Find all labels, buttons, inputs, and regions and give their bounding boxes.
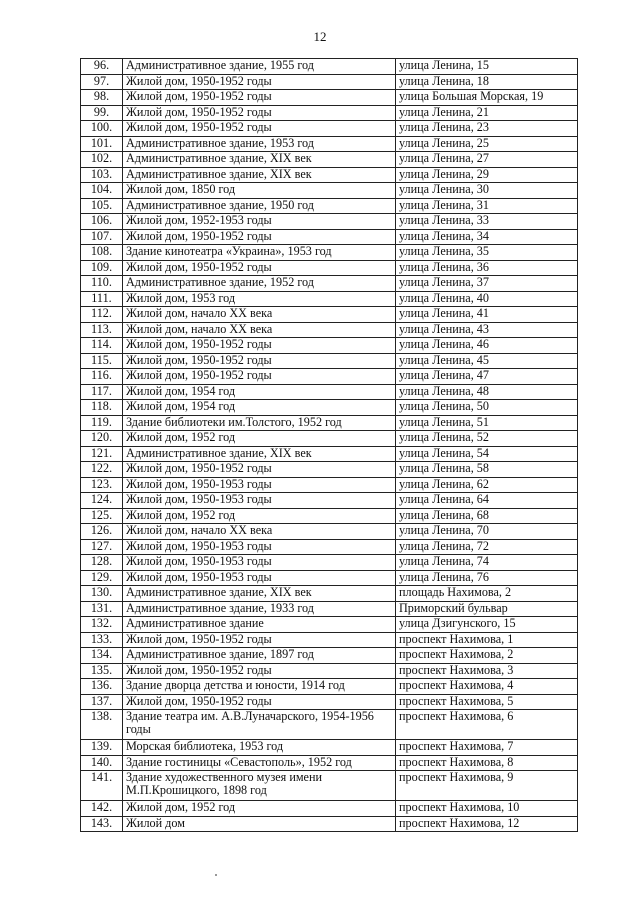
table-row	[81, 555, 578, 571]
table-row	[81, 415, 578, 431]
row-number-cell: 126.	[81, 524, 123, 540]
object-name-cell: Административное здание	[123, 617, 396, 633]
table-row	[81, 105, 578, 121]
row-number-cell: 99.	[81, 105, 123, 121]
row-number-cell: 135.	[81, 663, 123, 679]
row-number-cell: 140.	[81, 755, 123, 771]
address-cell: проспект Нахимова, 1	[396, 632, 578, 648]
object-name-cell: Жилой дом, 1950-1952 годы	[123, 462, 396, 478]
object-name-cell: Жилой дом, 1952 год	[123, 801, 396, 817]
row-number-cell: 105.	[81, 198, 123, 214]
object-name-cell: Жилой дом, 1954 год	[123, 400, 396, 416]
address-cell: улица Ленина, 52	[396, 431, 578, 447]
address-cell: улица Ленина, 21	[396, 105, 578, 121]
table-row	[81, 493, 578, 509]
object-name-cell: Жилой дом, 1952-1953 годы	[123, 214, 396, 230]
address-cell: улица Ленина, 35	[396, 245, 578, 261]
row-number-cell: 113.	[81, 322, 123, 338]
table-row	[81, 291, 578, 307]
table-row	[81, 648, 578, 664]
row-number-cell: 103.	[81, 167, 123, 183]
monuments-table	[80, 58, 578, 832]
address-cell: улица Дзигунского, 15	[396, 617, 578, 633]
address-cell: улица Ленина, 34	[396, 229, 578, 245]
address-cell: улица Ленина, 64	[396, 493, 578, 509]
row-number-cell: 102.	[81, 152, 123, 168]
row-number-cell: 118.	[81, 400, 123, 416]
object-name-cell: Административное здание, 1955 год	[123, 59, 396, 75]
object-name-cell: Административное здание, XIX век	[123, 152, 396, 168]
object-name-cell: Здание дворца детства и юности, 1914 год	[123, 679, 396, 695]
row-number-cell: 120.	[81, 431, 123, 447]
table-row	[81, 152, 578, 168]
table-row	[81, 508, 578, 524]
object-name-cell: Жилой дом, начало XX века	[123, 322, 396, 338]
table-row	[81, 307, 578, 323]
object-name-cell: Здание гостиницы «Севастополь», 1952 год	[123, 755, 396, 771]
row-number-cell: 100.	[81, 121, 123, 137]
table-row	[81, 198, 578, 214]
row-number-cell: 142.	[81, 801, 123, 817]
table-row	[81, 601, 578, 617]
object-name-cell: Жилой дом, 1950-1952 годы	[123, 260, 396, 276]
address-cell: улица Ленина, 37	[396, 276, 578, 292]
address-cell: проспект Нахимова, 10	[396, 801, 578, 817]
object-name-cell: Жилой дом, 1950-1952 годы	[123, 632, 396, 648]
table-row	[81, 816, 578, 832]
object-name-cell: Здание художественного музея имени М.П.Крошицкого, 1898 год	[123, 771, 396, 801]
object-name-cell: Административное здание, XIX век	[123, 167, 396, 183]
row-number-cell: 132.	[81, 617, 123, 633]
table-row	[81, 183, 578, 199]
table-row	[81, 59, 578, 75]
object-name-cell: Здание кинотеатра «Украина», 1953 год	[123, 245, 396, 261]
object-name-cell: Административное здание, XIX век	[123, 586, 396, 602]
address-cell: улица Ленина, 58	[396, 462, 578, 478]
row-number-cell: 138.	[81, 710, 123, 740]
object-name-cell: Жилой дом, 1950-1953 годы	[123, 539, 396, 555]
row-number-cell: 97.	[81, 74, 123, 90]
address-cell: улица Ленина, 76	[396, 570, 578, 586]
address-cell: улица Ленина, 18	[396, 74, 578, 90]
row-number-cell: 143.	[81, 816, 123, 832]
address-cell: улица Ленина, 40	[396, 291, 578, 307]
object-name-cell: Административное здание, 1952 год	[123, 276, 396, 292]
row-number-cell: 127.	[81, 539, 123, 555]
object-name-cell: Здание библиотеки им.Толстого, 1952 год	[123, 415, 396, 431]
row-number-cell: 104.	[81, 183, 123, 199]
object-name-cell: Жилой дом, 1952 год	[123, 508, 396, 524]
address-cell: улица Ленина, 74	[396, 555, 578, 571]
row-number-cell: 141.	[81, 771, 123, 801]
row-number-cell: 101.	[81, 136, 123, 152]
address-cell: улица Ленина, 30	[396, 183, 578, 199]
table-row	[81, 245, 578, 261]
address-cell: улица Ленина, 46	[396, 338, 578, 354]
table-row	[81, 90, 578, 106]
object-name-cell: Жилой дом, 1950-1953 годы	[123, 493, 396, 509]
table-row	[81, 121, 578, 137]
address-cell: улица Ленина, 51	[396, 415, 578, 431]
row-number-cell: 122.	[81, 462, 123, 478]
table-row	[81, 617, 578, 633]
address-cell: площадь Нахимова, 2	[396, 586, 578, 602]
object-name-cell: Жилой дом, 1950-1953 годы	[123, 570, 396, 586]
row-number-cell: 98.	[81, 90, 123, 106]
address-cell: улица Ленина, 31	[396, 198, 578, 214]
object-name-cell: Административное здание, 1933 год	[123, 601, 396, 617]
table-row	[81, 167, 578, 183]
row-number-cell: 108.	[81, 245, 123, 261]
table-row	[81, 322, 578, 338]
address-cell: улица Ленина, 47	[396, 369, 578, 385]
row-number-cell: 109.	[81, 260, 123, 276]
row-number-cell: 137.	[81, 694, 123, 710]
table-row	[81, 214, 578, 230]
table-row	[81, 477, 578, 493]
table-row	[81, 353, 578, 369]
object-name-cell: Жилой дом, 1950-1952 годы	[123, 121, 396, 137]
object-name-cell: Жилой дом, начало XX века	[123, 524, 396, 540]
table-row	[81, 539, 578, 555]
row-number-cell: 139.	[81, 740, 123, 756]
object-name-cell: Жилой дом, 1950-1953 годы	[123, 555, 396, 571]
scan-speck	[215, 874, 217, 876]
row-number-cell: 111.	[81, 291, 123, 307]
object-name-cell: Жилой дом, 1950-1952 годы	[123, 663, 396, 679]
address-cell: улица Ленина, 72	[396, 539, 578, 555]
row-number-cell: 116.	[81, 369, 123, 385]
address-cell: улица Ленина, 29	[396, 167, 578, 183]
object-name-cell: Административное здание, 1897 год	[123, 648, 396, 664]
row-number-cell: 117.	[81, 384, 123, 400]
row-number-cell: 129.	[81, 570, 123, 586]
table-row	[81, 74, 578, 90]
table-row	[81, 740, 578, 756]
table-row	[81, 462, 578, 478]
address-cell: проспект Нахимова, 8	[396, 755, 578, 771]
table-row	[81, 524, 578, 540]
row-number-cell: 134.	[81, 648, 123, 664]
object-name-cell: Жилой дом, 1950-1952 годы	[123, 90, 396, 106]
object-name-cell: Жилой дом, 1950-1952 годы	[123, 338, 396, 354]
address-cell: улица Ленина, 36	[396, 260, 578, 276]
table-row	[81, 586, 578, 602]
object-name-cell: Административное здание, XIX век	[123, 446, 396, 462]
address-cell: улица Ленина, 62	[396, 477, 578, 493]
row-number-cell: 136.	[81, 679, 123, 695]
object-name-cell: Жилой дом, 1950-1952 годы	[123, 694, 396, 710]
address-cell: улица Ленина, 15	[396, 59, 578, 75]
address-cell: улица Ленина, 45	[396, 353, 578, 369]
object-name-cell: Жилой дом, 1850 год	[123, 183, 396, 199]
row-number-cell: 133.	[81, 632, 123, 648]
table-row	[81, 771, 578, 801]
table-row	[81, 431, 578, 447]
table-row	[81, 801, 578, 817]
address-cell: проспект Нахимова, 9	[396, 771, 578, 801]
table-row	[81, 369, 578, 385]
object-name-cell: Жилой дом, 1950-1952 годы	[123, 369, 396, 385]
object-name-cell: Жилой дом, 1953 год	[123, 291, 396, 307]
row-number-cell: 110.	[81, 276, 123, 292]
row-number-cell: 131.	[81, 601, 123, 617]
page-number: 12	[313, 29, 327, 44]
row-number-cell: 112.	[81, 307, 123, 323]
object-name-cell: Административное здание, 1950 год	[123, 198, 396, 214]
table-row	[81, 694, 578, 710]
object-name-cell: Жилой дом, начало XX века	[123, 307, 396, 323]
table-row	[81, 400, 578, 416]
object-name-cell: Жилой дом, 1950-1952 годы	[123, 229, 396, 245]
object-name-cell: Жилой дом, 1950-1953 годы	[123, 477, 396, 493]
address-cell: проспект Нахимова, 12	[396, 816, 578, 832]
row-number-cell: 121.	[81, 446, 123, 462]
address-cell: улица Ленина, 54	[396, 446, 578, 462]
row-number-cell: 124.	[81, 493, 123, 509]
object-name-cell: Жилой дом, 1952 год	[123, 431, 396, 447]
row-number-cell: 128.	[81, 555, 123, 571]
object-name-cell: Морская библиотека, 1953 год	[123, 740, 396, 756]
address-cell: улица Ленина, 23	[396, 121, 578, 137]
object-name-cell: Жилой дом, 1954 год	[123, 384, 396, 400]
address-cell: улица Ленина, 50	[396, 400, 578, 416]
table-row	[81, 276, 578, 292]
row-number-cell: 96.	[81, 59, 123, 75]
table-body	[81, 59, 578, 832]
table-row	[81, 136, 578, 152]
object-name-cell: Жилой дом, 1950-1952 годы	[123, 105, 396, 121]
address-cell: Приморский бульвар	[396, 601, 578, 617]
table-row	[81, 446, 578, 462]
row-number-cell: 107.	[81, 229, 123, 245]
object-name-cell: Здание театра им. А.В.Луначарского, 1954-1956 годы	[123, 710, 396, 740]
object-name-cell: Административное здание, 1953 год	[123, 136, 396, 152]
address-cell: улица Большая Морская, 19	[396, 90, 578, 106]
row-number-cell: 130.	[81, 586, 123, 602]
address-cell: улица Ленина, 43	[396, 322, 578, 338]
address-cell: улица Ленина, 25	[396, 136, 578, 152]
address-cell: проспект Нахимова, 2	[396, 648, 578, 664]
table-row	[81, 229, 578, 245]
table-row	[81, 632, 578, 648]
table-row	[81, 384, 578, 400]
address-cell: улица Ленина, 41	[396, 307, 578, 323]
address-cell: проспект Нахимова, 4	[396, 679, 578, 695]
address-cell: проспект Нахимова, 5	[396, 694, 578, 710]
object-name-cell: Жилой дом, 1950-1952 годы	[123, 74, 396, 90]
address-cell: улица Ленина, 70	[396, 524, 578, 540]
table-row	[81, 663, 578, 679]
table-row	[81, 710, 578, 740]
table-row	[81, 755, 578, 771]
address-cell: проспект Нахимова, 6	[396, 710, 578, 740]
table-row	[81, 260, 578, 276]
table-row	[81, 338, 578, 354]
address-cell: проспект Нахимова, 3	[396, 663, 578, 679]
address-cell: улица Ленина, 27	[396, 152, 578, 168]
address-cell: улица Ленина, 68	[396, 508, 578, 524]
address-cell: проспект Нахимова, 7	[396, 740, 578, 756]
table-row	[81, 679, 578, 695]
address-cell: улица Ленина, 48	[396, 384, 578, 400]
table-row	[81, 570, 578, 586]
row-number-cell: 115.	[81, 353, 123, 369]
row-number-cell: 119.	[81, 415, 123, 431]
row-number-cell: 106.	[81, 214, 123, 230]
row-number-cell: 123.	[81, 477, 123, 493]
address-cell: улица Ленина, 33	[396, 214, 578, 230]
row-number-cell: 114.	[81, 338, 123, 354]
row-number-cell: 125.	[81, 508, 123, 524]
object-name-cell: Жилой дом	[123, 816, 396, 832]
object-name-cell: Жилой дом, 1950-1952 годы	[123, 353, 396, 369]
